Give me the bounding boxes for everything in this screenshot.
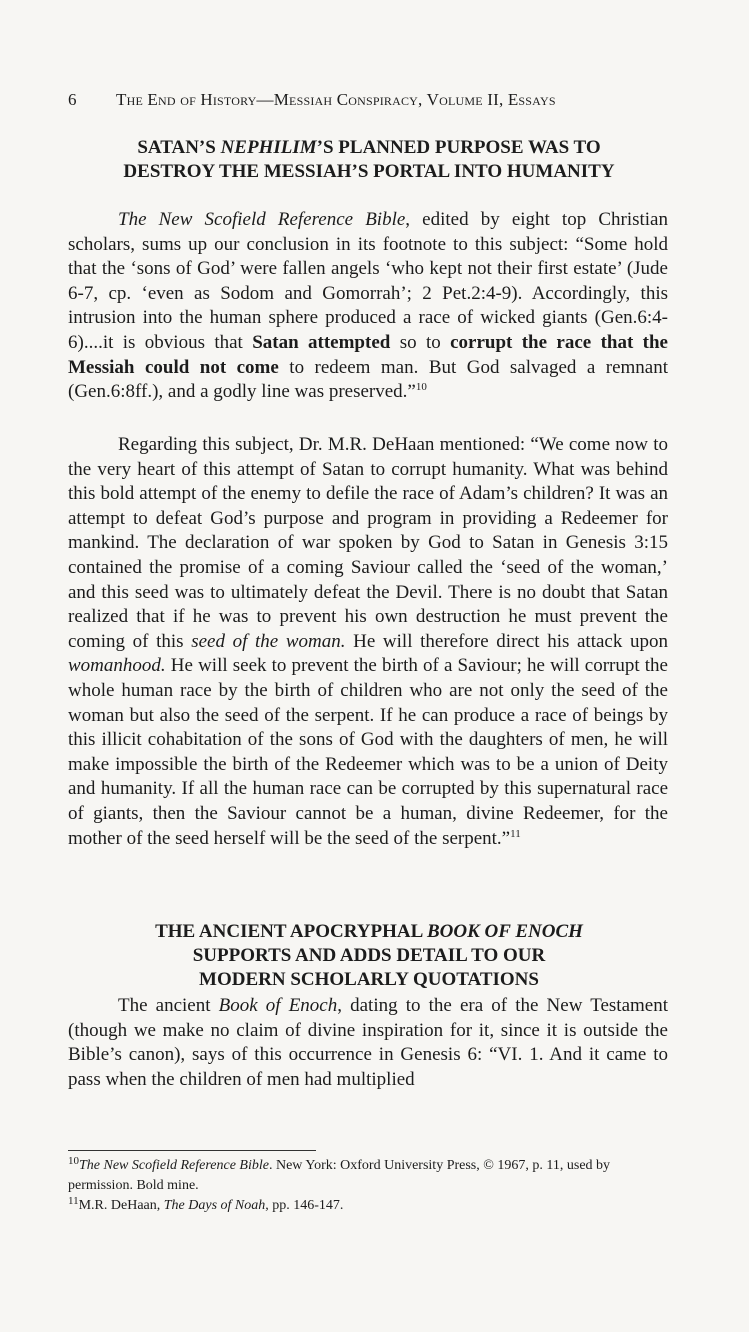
running-head [68,89,668,111]
book-title-italic: The New Scofield Reference Bible [118,209,406,230]
footnote-divider [68,1150,316,1151]
footnote-ref[interactable]: 10 [415,381,427,394]
heading-line: SUPPORTS AND ADDS DETAIL TO OUR [192,945,546,966]
paragraph-enoch: The ancient Book of Enoch, dating to the era of the New Testament (though we make no claim of divine inspiration for it, since it is outside the Bible’s canon), says of this occurrence in Genesis 6: “VI. 1. And it came to pass when the children of men had multiplied [68,995,669,1090]
section-heading-nephilim [68,136,670,184]
italic-text: seed of the woman. [191,630,346,652]
running-head-title: The End of History—Messiah Conspiracy, Volume II, Essays [116,90,556,109]
paragraph-scofield: The New Scofield Reference Bible, edited by eight top Christian scholars, sums up our conclusion in its footnote to this subject: “Some hold that the ‘sons of God’ were fallen angels ‘who kept not their first estate’ (Jude 6-7, cp. ‘even as Sodom and Gomorrah’; 2 Pet.2:4-9). Accordingly, this intrusion into the human sphere produced a race of wicked giants (Gen.6:4-6)....it is obvious that Satan attempted so to corrupt the race that the Messiah could not come to redeem man. But God salvaged a remnant (Gen.6:8ff.), and a godly line was preserved.”$^{10}$ [68,209,668,403]
footnotes [68,1156,670,1216]
bold-text: corrupt the race that the Messiah could not come [68,331,668,378]
footnote-11: $^{11}$M.R. DeHaan, The Days of Noah, pp. 146-147. [68,1195,344,1213]
heading-line: THE ANCIENT APOCRYPHAL BOOK OF ENOCH [155,921,583,942]
book-title-italic: Book of Enoch [218,995,338,1016]
page-number: 6 [68,90,77,109]
footnote-10: $^{10}$The New Scofield Reference Bible. New York: Oxford University Press, © 1967, p. 11, used by permission. Bold mine. [68,1155,611,1193]
section-heading-enoch [68,920,670,992]
heading-line: SATAN’S NEPHILIM’S PLANNED PURPOSE WAS TO [137,137,601,158]
paragraph-dehaan: Regarding this subject, Dr. M.R. DeHaan mentioned: “We come now to the very heart of this attempt of Satan to corrupt humanity. What was behind this bold attempt of the enemy to defile the race of Adam’s children? It was an attempt to defeat God’s purpose and program in providing a Redeemer for mankind. The declaration of war spoken by God to Satan in Genesis 3:15 contained the promise of a coming Saviour called the ‘seed of the woman,’ and this seed was to ultimately defeat the Devil. There is no doubt that Satan realized that if he was to prevent his own destruction he must prevent the coming of this seed of the woman. He will therefore direct his attack upon womanhood. He will seek to prevent the birth of a Saviour; he will corrupt the whole human race by the birth of children who are not only the seed of the woman but also the seed of the serpent. If he can produce a race of beings by this illicit cohabitation of the sons of God with the daughters of men, he will make impossible the birth of the Redeemer which was to be a union of Deity and humanity. If all the human race can be corrupted by this supernatural race of giants, then the Saviour cannot be a human, divine Redeemer, for the mother of the seed herself will be the seed of the serpent.”$^{11}$ [68,434,668,849]
footnote-ref[interactable]: 11 [510,827,521,840]
italic-text: womanhood. [68,655,166,677]
heading-line: MODERN SCHOLARLY QUOTATIONS [199,969,539,990]
heading-line: DESTROY THE MESSIAH’S PORTAL INTO HUMANITY [123,161,615,182]
bold-text: Satan attempted [252,331,391,353]
